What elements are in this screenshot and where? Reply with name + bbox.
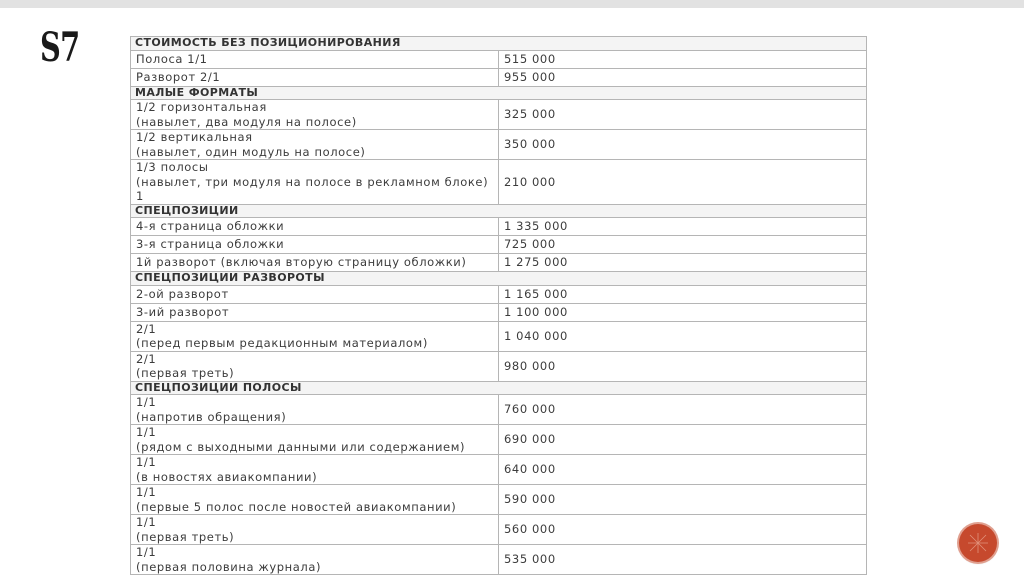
- format-name: Полоса 1/1: [136, 51, 208, 66]
- format-name-cell: [131, 545, 499, 575]
- format-name: 2-ой разворот: [136, 286, 229, 301]
- format-name-cell: [131, 236, 499, 254]
- table-row: [131, 285, 867, 303]
- price-table: [130, 36, 867, 575]
- table-row: [131, 515, 867, 545]
- price-cell: 725 000: [499, 236, 867, 254]
- table-row: [131, 50, 867, 68]
- format-note: (первая треть): [136, 366, 235, 380]
- price-cell: 760 000: [499, 395, 867, 425]
- format-name-cell: [131, 515, 499, 545]
- price-cell: 210 000: [499, 160, 867, 205]
- format-note: (в новостях авиакомпании): [136, 469, 318, 484]
- section-header-row: [131, 204, 867, 218]
- format-name-cell: [131, 68, 499, 86]
- format-name-cell: [131, 395, 499, 425]
- format-name-cell: [131, 160, 499, 205]
- price-cell: 980 000: [499, 351, 867, 381]
- price-cell: 1 165 000: [499, 285, 867, 303]
- format-note: (навылет, один модуль на полосе): [136, 144, 366, 159]
- format-name-cell: [131, 100, 499, 130]
- price-cell: 1 335 000: [499, 218, 867, 236]
- next-slide-icon: [965, 530, 991, 556]
- price-cell: 640 000: [499, 455, 867, 485]
- table-row: [131, 100, 867, 130]
- format-name-cell: [131, 285, 499, 303]
- format-name: 1/1: [136, 455, 157, 469]
- format-note: (навылет, два модуля на полосе): [136, 114, 357, 129]
- table-row: [131, 218, 867, 236]
- table-row: [131, 68, 867, 86]
- price-cell: 515 000: [499, 50, 867, 68]
- format-name: 2/1: [136, 351, 157, 366]
- format-name: 1/1: [136, 545, 157, 559]
- table-row: [131, 485, 867, 515]
- format-name-cell: [131, 351, 499, 381]
- price-cell: 535 000: [499, 545, 867, 575]
- price-cell: 325 000: [499, 100, 867, 130]
- format-name: 1/1: [136, 425, 157, 439]
- top-accent-bar: [0, 0, 1024, 8]
- format-note: (навылет, три модуля на полосе в рекламном блоке) 1: [136, 174, 489, 203]
- section-header: СТОИМОСТЬ БЕЗ ПОЗИЦИОНИРОВАНИЯ: [131, 37, 867, 51]
- section-header: СПЕЦПОЗИЦИИ ПОЛОСЫ: [131, 381, 867, 395]
- price-cell: 955 000: [499, 68, 867, 86]
- section-header: СПЕЦПОЗИЦИИ РАЗВОРОТЫ: [131, 272, 867, 286]
- table-row: [131, 236, 867, 254]
- format-name: Разворот 2/1: [136, 69, 221, 84]
- format-note: (первые 5 полос после новостей авиакомпании): [136, 499, 457, 514]
- table-row: [131, 455, 867, 485]
- table-row: [131, 321, 867, 351]
- price-cell: 1 040 000: [499, 321, 867, 351]
- format-name: 4-я страница обложки: [136, 219, 285, 234]
- price-cell: 590 000: [499, 485, 867, 515]
- format-name-cell: [131, 455, 499, 485]
- format-name: 1/2 вертикальная: [136, 130, 253, 144]
- format-name: 1/3 полосы: [136, 160, 209, 174]
- format-note: (рядом с выходными данными или содержанием): [136, 439, 466, 454]
- price-cell: 350 000: [499, 130, 867, 160]
- format-note: (перед первым редакционным материалом): [136, 336, 428, 350]
- next-slide-button[interactable]: [959, 524, 997, 562]
- price-table-container: [130, 36, 867, 575]
- format-name-cell: [131, 130, 499, 160]
- table-row: [131, 130, 867, 160]
- format-note: (первая половина журнала): [136, 559, 322, 574]
- section-header-row: [131, 381, 867, 395]
- section-header: МАЛЫЕ ФОРМАТЫ: [131, 86, 867, 100]
- table-row: [131, 303, 867, 321]
- slide-title: S7: [40, 24, 80, 71]
- format-name-cell: [131, 485, 499, 515]
- format-name-cell: [131, 303, 499, 321]
- table-row: [131, 160, 867, 205]
- price-cell: 690 000: [499, 425, 867, 455]
- format-name: 1/1: [136, 515, 157, 529]
- format-name-cell: [131, 425, 499, 455]
- price-table-body: [131, 37, 867, 575]
- format-name: 1/1: [136, 485, 157, 499]
- table-row: [131, 254, 867, 272]
- table-row: [131, 395, 867, 425]
- format-note: (напротив обращения): [136, 409, 287, 424]
- format-name-cell: [131, 50, 499, 68]
- format-name: 3-я страница обложки: [136, 237, 285, 252]
- price-cell: 1 100 000: [499, 303, 867, 321]
- price-cell: 560 000: [499, 515, 867, 545]
- format-name: 1/1: [136, 395, 157, 409]
- format-name: 1й разворот (включая вторую страницу обложки): [136, 255, 467, 270]
- section-header: СПЕЦПОЗИЦИИ: [131, 204, 867, 218]
- section-header-row: [131, 86, 867, 100]
- table-row: [131, 351, 867, 381]
- format-name-cell: [131, 218, 499, 236]
- format-name-cell: [131, 254, 499, 272]
- price-cell: 1 275 000: [499, 254, 867, 272]
- format-note: (первая треть): [136, 529, 235, 544]
- format-name: 1/2 горизонтальная: [136, 100, 267, 114]
- format-name-cell: [131, 321, 499, 351]
- table-row: [131, 545, 867, 575]
- section-header-row: [131, 37, 867, 51]
- section-header-row: [131, 272, 867, 286]
- format-name: 2/1: [136, 321, 157, 336]
- table-row: [131, 425, 867, 455]
- format-name: 3-ий разворот: [136, 304, 230, 319]
